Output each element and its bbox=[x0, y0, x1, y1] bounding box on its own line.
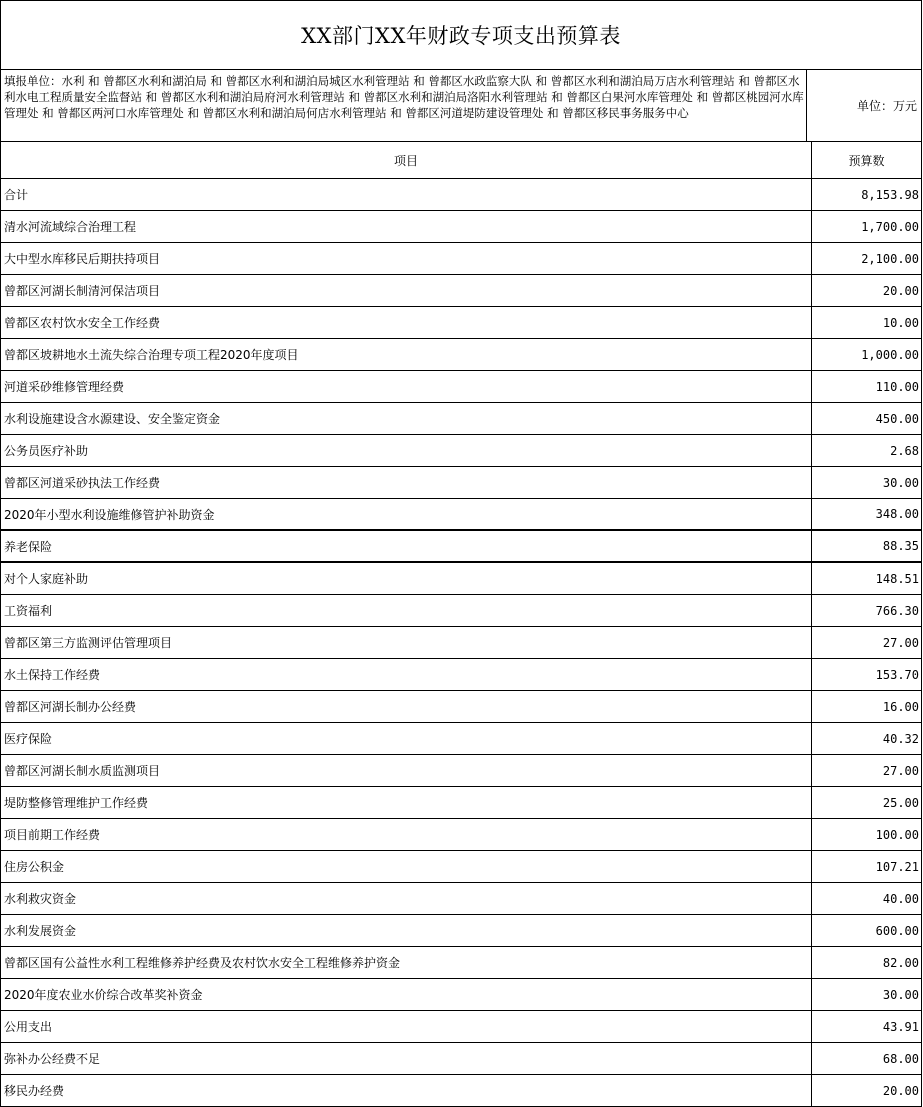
item-amount: 20.00 bbox=[812, 1075, 922, 1106]
item-name: 堤防整修管理维护工作经费 bbox=[1, 787, 812, 818]
table-row bbox=[1, 499, 922, 531]
table-row bbox=[1, 659, 922, 691]
item-amount: 110.00 bbox=[812, 371, 922, 402]
item-amount: 68.00 bbox=[812, 1043, 922, 1074]
item-amount: 20.00 bbox=[812, 275, 922, 306]
item-name: 弥补办公经费不足 bbox=[1, 1043, 812, 1074]
table-row bbox=[1, 1075, 922, 1107]
item-name: 清水河流域综合治理工程 bbox=[1, 211, 812, 242]
item-name: 曾都区河湖长制水质监测项目 bbox=[1, 755, 812, 786]
item-name: 公用支出 bbox=[1, 1011, 812, 1042]
table-body bbox=[1, 179, 922, 1107]
item-name: 合计 bbox=[1, 179, 812, 210]
column-header-item: 项目 bbox=[1, 142, 812, 178]
table-row bbox=[1, 403, 922, 435]
item-amount: 30.00 bbox=[812, 467, 922, 498]
table-row bbox=[1, 563, 922, 595]
item-name: 养老保险 bbox=[1, 531, 812, 561]
table-row bbox=[1, 307, 922, 339]
item-amount: 766.30 bbox=[812, 595, 922, 626]
item-name: 曾都区农村饮水安全工作经费 bbox=[1, 307, 812, 338]
item-amount: 82.00 bbox=[812, 947, 922, 978]
column-header-amount: 预算数 bbox=[812, 142, 922, 178]
item-name: 水利发展资金 bbox=[1, 915, 812, 946]
item-name: 曾都区第三方监测评估管理项目 bbox=[1, 627, 812, 658]
title-row bbox=[1, 1, 922, 70]
item-name: 河道采砂维修管理经费 bbox=[1, 371, 812, 402]
table-row bbox=[1, 851, 922, 883]
item-amount: 40.00 bbox=[812, 883, 922, 914]
item-amount: 450.00 bbox=[812, 403, 922, 434]
table-row bbox=[1, 819, 922, 851]
item-amount: 153.70 bbox=[812, 659, 922, 690]
table-row bbox=[1, 371, 922, 403]
item-amount: 107.21 bbox=[812, 851, 922, 882]
item-amount: 27.00 bbox=[812, 755, 922, 786]
table-row bbox=[1, 723, 922, 755]
item-amount: 27.00 bbox=[812, 627, 922, 658]
table-row bbox=[1, 691, 922, 723]
item-amount: 8,153.98 bbox=[812, 179, 922, 210]
item-name: 对个人家庭补助 bbox=[1, 563, 812, 594]
item-name: 住房公积金 bbox=[1, 851, 812, 882]
page-title: XX部门XX年财政专项支出预算表 bbox=[301, 24, 621, 48]
table-row bbox=[1, 915, 922, 947]
item-amount: 2,100.00 bbox=[812, 243, 922, 274]
table-row bbox=[1, 627, 922, 659]
item-name: 公务员医疗补助 bbox=[1, 435, 812, 466]
item-name: 曾都区河道采砂执法工作经费 bbox=[1, 467, 812, 498]
item-amount: 1,700.00 bbox=[812, 211, 922, 242]
item-name: 2020年度农业水价综合改革奖补资金 bbox=[1, 979, 812, 1010]
item-amount: 600.00 bbox=[812, 915, 922, 946]
item-amount: 25.00 bbox=[812, 787, 922, 818]
item-amount: 43.91 bbox=[812, 1011, 922, 1042]
item-name: 项目前期工作经费 bbox=[1, 819, 812, 850]
item-amount: 348.00 bbox=[812, 499, 922, 529]
table-row bbox=[1, 531, 922, 563]
item-name: 移民办经费 bbox=[1, 1075, 812, 1106]
table-row bbox=[1, 243, 922, 275]
item-amount: 148.51 bbox=[812, 563, 922, 594]
item-name: 曾都区国有公益性水利工程维修养护经费及农村饮水安全工程维修养护资金 bbox=[1, 947, 812, 978]
item-name: 曾都区河湖长制办公经费 bbox=[1, 691, 812, 722]
unit-label: 单位：万元 bbox=[807, 70, 922, 141]
table-row bbox=[1, 979, 922, 1011]
item-name: 工资福利 bbox=[1, 595, 812, 626]
table-row bbox=[1, 947, 922, 979]
item-name: 曾都区河湖长制清河保洁项目 bbox=[1, 275, 812, 306]
table-row bbox=[1, 595, 922, 627]
item-amount: 10.00 bbox=[812, 307, 922, 338]
table-row bbox=[1, 755, 922, 787]
filing-unit: 填报单位：水利 和 曾都区水利和湖泊局 和 曾都区水利和湖泊局城区水利管理站 和 曾都区水政监察大队 和 曾都区水利和湖泊局万店水利管理站 和 曾都区水利水电工程质量安全监督站 和 曾都区水利和湖泊局府河水利管理站 和 曾都区水利和湖泊局洛阳水利管理站 和 曾都区白果河水库管理处 和 曾都区桃园河水库管理处 和 曾都区两河口水库管理处 和 曾都区水利和湖泊局何店水利管理站 和 曾都区河道堤防建设管理处 和 曾都区移民事务服务中心 bbox=[1, 70, 807, 141]
item-name: 曾都区坡耕地水土流失综合治理专项工程2020年度项目 bbox=[1, 339, 812, 370]
item-amount: 2.68 bbox=[812, 435, 922, 466]
item-amount: 88.35 bbox=[812, 531, 922, 561]
table-row bbox=[1, 787, 922, 819]
item-name: 2020年小型水利设施维修管护补助资金 bbox=[1, 499, 812, 529]
item-amount: 1,000.00 bbox=[812, 339, 922, 370]
table-row bbox=[1, 1043, 922, 1075]
table-row bbox=[1, 1011, 922, 1043]
table-header bbox=[1, 142, 922, 179]
item-name: 水土保持工作经费 bbox=[1, 659, 812, 690]
table-row bbox=[1, 211, 922, 243]
item-name: 水利救灾资金 bbox=[1, 883, 812, 914]
table-row bbox=[1, 467, 922, 499]
table-row bbox=[1, 435, 922, 467]
table-row bbox=[1, 883, 922, 915]
item-amount: 30.00 bbox=[812, 979, 922, 1010]
info-row bbox=[1, 70, 922, 142]
table-row bbox=[1, 339, 922, 371]
item-name: 医疗保险 bbox=[1, 723, 812, 754]
item-name: 水利设施建设含水源建设、安全鉴定资金 bbox=[1, 403, 812, 434]
item-amount: 100.00 bbox=[812, 819, 922, 850]
item-amount: 40.32 bbox=[812, 723, 922, 754]
table-row bbox=[1, 275, 922, 307]
table-row bbox=[1, 179, 922, 211]
item-amount: 16.00 bbox=[812, 691, 922, 722]
item-name: 大中型水库移民后期扶持项目 bbox=[1, 243, 812, 274]
